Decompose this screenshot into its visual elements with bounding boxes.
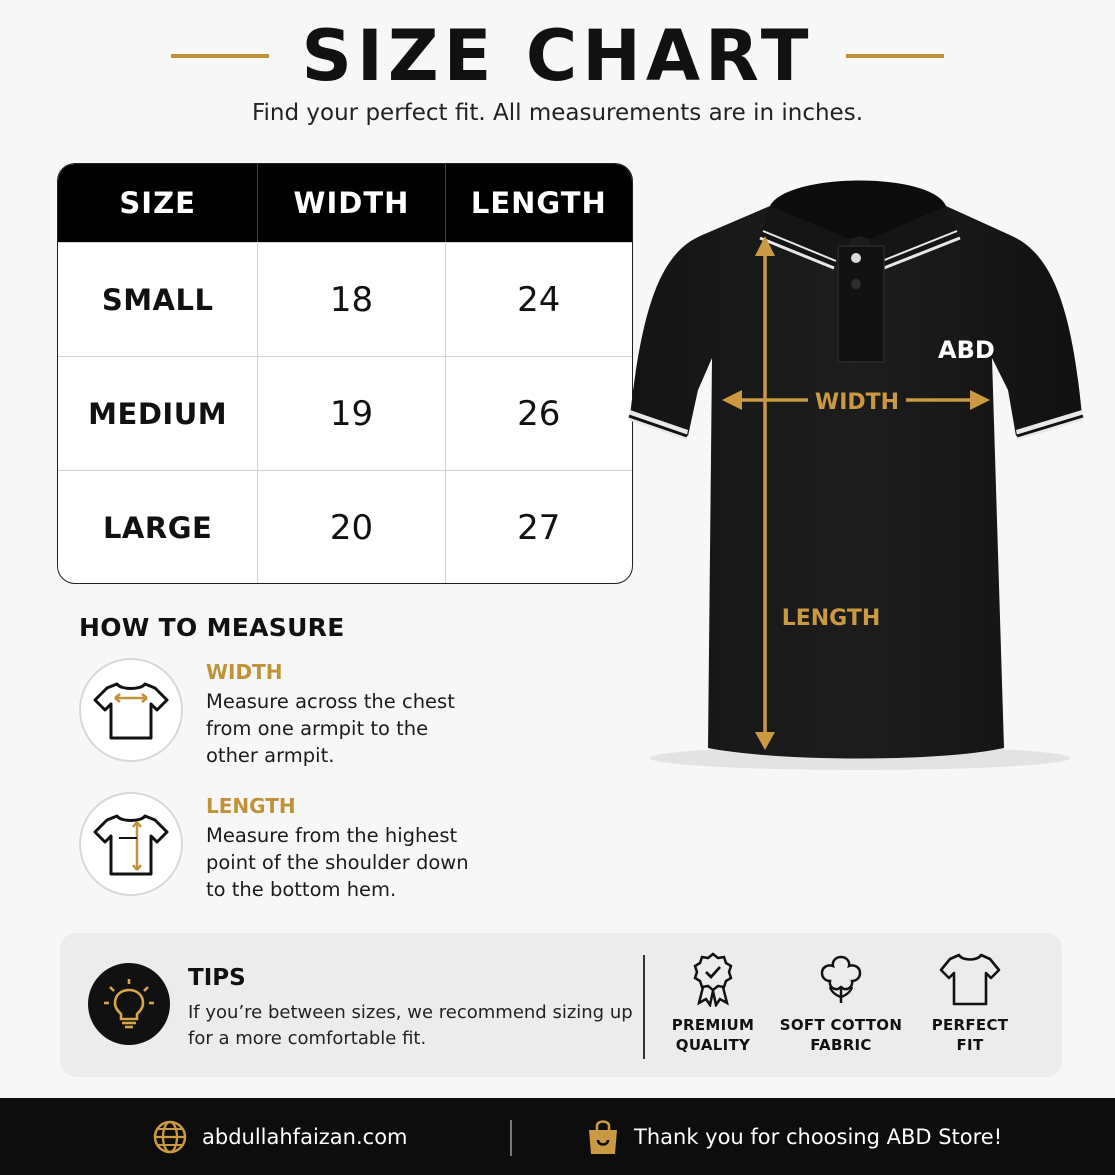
lightbulb-icon: [88, 963, 170, 1045]
feature-premium-quality: [648, 951, 778, 1055]
shirt-width-label: WIDTH: [814, 390, 900, 415]
feature-soft-cotton: [776, 951, 906, 1055]
tshirt-icon: [939, 951, 1001, 1007]
column-header-size: SIZE: [119, 186, 196, 220]
page-title: SIZE CHART: [301, 15, 814, 97]
length-cell: 24: [445, 243, 632, 356]
shirt-logo: ABD: [938, 336, 995, 364]
size-cell: MEDIUM: [88, 396, 228, 431]
length-cell: 27: [445, 471, 632, 584]
tips-heading: TIPS: [188, 965, 246, 991]
polo-shirt-illustration: [620, 158, 1100, 778]
column-header-length: LENGTH: [445, 164, 632, 242]
footer-bar: [0, 1098, 1115, 1175]
feature-label-line: PREMIUM: [671, 1016, 755, 1034]
table-row: [58, 356, 632, 470]
width-measure-description: [206, 688, 496, 769]
length-desc-line: point of the shoulder down: [206, 851, 469, 874]
feature-label-line: QUALITY: [675, 1036, 751, 1054]
how-to-measure-heading: HOW TO MEASURE: [79, 613, 345, 642]
title-decor-line-left: [171, 54, 269, 58]
feature-perfect-fit: [905, 951, 1035, 1055]
column-header-width: WIDTH: [257, 164, 444, 242]
feature-label-line: SOFT COTTON: [779, 1016, 903, 1034]
width-desc-line: Measure across the chest: [206, 690, 455, 713]
tips-panel: [60, 933, 1062, 1077]
size-cell: SMALL: [101, 282, 214, 317]
page-subtitle: Find your perfect fit. All measurements are in inches.: [251, 100, 864, 126]
table-row: [58, 242, 632, 356]
length-measure-description: [206, 822, 496, 903]
table-header-row: [58, 164, 632, 242]
measure-width-item: [79, 658, 499, 768]
tips-text: [188, 1000, 633, 1052]
width-cell: 20: [257, 471, 444, 584]
feature-label: [776, 1015, 906, 1055]
title-bar: [0, 14, 1115, 98]
footer-divider: [510, 1120, 512, 1156]
website-link[interactable]: abdullahfaizan.com: [202, 1124, 408, 1149]
tips-divider: [643, 955, 645, 1059]
footer-website[interactable]: [152, 1098, 408, 1175]
cotton-flower-icon: [813, 951, 869, 1007]
length-cell: 26: [445, 357, 632, 470]
table-row: [58, 470, 632, 584]
thanks-text: Thank you for choosing ABD Store!: [634, 1124, 1003, 1149]
feature-label-line: FABRIC: [810, 1036, 872, 1054]
size-cell: LARGE: [102, 510, 213, 545]
length-desc-line: Measure from the highest: [206, 824, 458, 847]
size-table: [57, 163, 633, 584]
width-measure-heading: WIDTH: [206, 660, 283, 684]
globe-icon: [152, 1119, 188, 1155]
shirt-length-label: LENGTH: [781, 606, 881, 631]
feature-label-line: PERFECT: [931, 1016, 1009, 1034]
width-cell: 18: [257, 243, 444, 356]
width-cell: 19: [257, 357, 444, 470]
length-desc-line: to the bottom hem.: [206, 878, 397, 901]
tips-line: If you’re between sizes, we recommend sizing up: [188, 1002, 633, 1023]
length-measure-icon: [79, 792, 183, 896]
footer-thanks: [586, 1098, 1002, 1175]
quality-badge-icon: [691, 951, 735, 1007]
length-measure-heading: LENGTH: [206, 794, 296, 818]
feature-label: [648, 1015, 778, 1055]
feature-label: [905, 1015, 1035, 1055]
title-decor-line-right: [846, 54, 944, 58]
tips-line: for a more comfortable fit.: [188, 1028, 427, 1049]
shopping-bag-icon: [586, 1118, 620, 1156]
width-desc-line: from one armpit to the: [206, 717, 429, 740]
feature-label-line: FIT: [956, 1036, 984, 1054]
width-measure-icon: [79, 658, 183, 762]
width-desc-line: other armpit.: [206, 744, 335, 767]
measure-length-item: [79, 792, 499, 902]
